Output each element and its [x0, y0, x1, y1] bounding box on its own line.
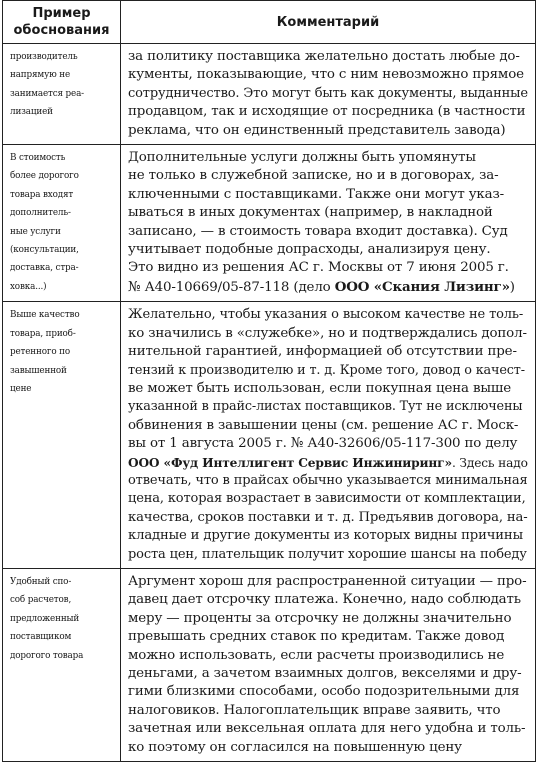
cell-line: завышенной [10, 365, 67, 376]
table-row [3, 302, 536, 569]
cell-line-mixed [128, 454, 527, 472]
cell-line: Аргумент хорош для распространенной ситуации — про- [128, 573, 527, 589]
cell-line: лизацией [10, 107, 53, 118]
cell-line: ываться в иных документах (например, в накладной [128, 205, 493, 221]
cell-line: ко значились в «служебке», но и подтверждались допол- [128, 325, 527, 341]
cell-line: ко поэтому он согласился на повышенную цену [128, 739, 462, 755]
cell-line: реклама, что он единственный представитель завода) [128, 122, 506, 138]
cell-line: предложенный [10, 613, 80, 624]
row-comment-cell [121, 44, 536, 145]
cell-line: Это видно из решения АС г. Москвы от 7 июня 2005 г. [128, 260, 509, 276]
header-comment-label: Комментарий [276, 14, 380, 30]
cell-line: не только в служебной записке, но и в договорах, за- [128, 168, 499, 184]
cell-line: роста цен, плательщик получит хорошие шансы на победу [128, 546, 527, 562]
row-example-cell [3, 302, 121, 569]
cell-text: № А40-10669/05-87-118 (дело [128, 279, 335, 295]
cell-line: меру — проценты за отсрочку не должны значительно [128, 610, 512, 626]
cell-line: Дополнительные услуги должны быть упомянуты [128, 150, 476, 166]
table-header-row [3, 1, 536, 44]
cell-line: нительной гарантией, информацией об отсутствии пре- [128, 344, 517, 360]
cell-line: доставка, стра- [10, 263, 79, 274]
cell-line: более дорогого [10, 171, 79, 182]
cell-line: вы от 1 августа 2005 г. № А40-32606/05-117-300 по делу [128, 436, 518, 452]
row-example-cell [3, 145, 121, 302]
header-example-line1: Пример [32, 6, 91, 21]
cell-line: обвинения в завышении цены (см. решение АС г. Моск- [128, 417, 519, 433]
cell-line: Желательно, чтобы указания о высоком качестве не толь- [128, 307, 524, 323]
cell-text: . Здесь надо [451, 455, 528, 470]
cell-line: дорогого товара [10, 650, 84, 661]
row-comment-cell [121, 568, 536, 761]
cell-line: кументы, показывающие, что с ним невозможно прямое [128, 67, 524, 83]
table-row [3, 568, 536, 761]
cell-line: товара входят [10, 189, 74, 200]
cell-line: давец дает отсрочку платежа. Конечно, надо соблюдать [128, 592, 521, 608]
cell-line: Выше качество [10, 310, 80, 321]
argument-table [2, 0, 536, 762]
cell-line: ключенными с поставщиками. Также они могут указ- [128, 186, 505, 202]
cell-line: продавцом, так и исходящие от посредника (в частности [128, 104, 526, 120]
cell-line: В стоимость [10, 153, 66, 164]
company-name: ООО «Скания Лизинг» [334, 278, 510, 295]
table-row [3, 44, 536, 145]
company-name: ООО «Фуд Интеллигент Сервис Инжиниринг» [128, 455, 452, 470]
cell-line: цена, которая возрастает в зависимости от комплектации, [128, 491, 526, 507]
cell-text: ) [509, 279, 515, 295]
cell-line: можно использовать, если расчеты производились не [128, 647, 505, 663]
cell-line: налоговиков. Налогоплательщик вправе заявить, что [128, 702, 501, 718]
row-example-cell [3, 44, 121, 145]
row-comment-cell [121, 302, 536, 569]
cell-line: производитель [10, 52, 78, 62]
cell-line: деньгами, а зачетом взаимных долгов, векселями и дру- [128, 666, 522, 681]
header-comment [121, 1, 536, 44]
cell-line: указанной в прайс-листах поставщиков. Тут не исключены [128, 399, 523, 415]
cell-line: Удобный спо- [10, 576, 72, 587]
cell-line: отвечать, что в прайсах обычно указывается минимальная [128, 472, 528, 488]
header-example-line2: обоснования [13, 23, 110, 38]
cell-line: гими близкими способами, особо подозрительными для [128, 684, 520, 700]
header-example [3, 1, 121, 44]
cell-line: сотрудничество. Это могут быть как документы, выданные [128, 85, 528, 101]
table-row [3, 145, 536, 302]
cell-line: тензий к производителю и т. д. Кроме того, довод о качест- [128, 362, 525, 378]
cell-line: ховка...) [10, 281, 47, 292]
cell-line: ве может быть использован, если покупная цена выше [128, 380, 511, 396]
row-comment-cell [121, 145, 536, 302]
cell-line: дополнитель- [10, 208, 71, 219]
cell-line: поставщиком [10, 632, 72, 643]
cell-line-mixed [128, 278, 527, 297]
cell-line: ные услуги [10, 226, 61, 237]
cell-line: напрямую не [10, 70, 71, 81]
cell-line: соб расчетов, [10, 595, 72, 606]
cell-line: кладные и другие документы из которых видны причины [128, 528, 523, 544]
cell-line: товара, приоб- [10, 328, 76, 339]
cell-line: ретенного по [10, 347, 70, 358]
cell-line: зачетная или вексельная оплата для него удобна и толь- [128, 721, 526, 737]
cell-line: за политику поставщика желательно достать любые до- [128, 49, 520, 64]
cell-line: цене [10, 383, 32, 394]
cell-line: записано, — в стоимость товара входит доставка). Суд [128, 223, 508, 239]
cell-line: качества, сроков поставки и т. д. Предъявив договора, на- [128, 509, 528, 525]
cell-line: занимается реа- [10, 88, 85, 99]
cell-line: (консультации, [10, 245, 79, 256]
row-example-cell [3, 568, 121, 761]
cell-line: учитывает подобные допрасходы, анализируя цену. [128, 242, 491, 258]
cell-line: превышать средних ставок по кредитам. Также довод [128, 629, 505, 645]
